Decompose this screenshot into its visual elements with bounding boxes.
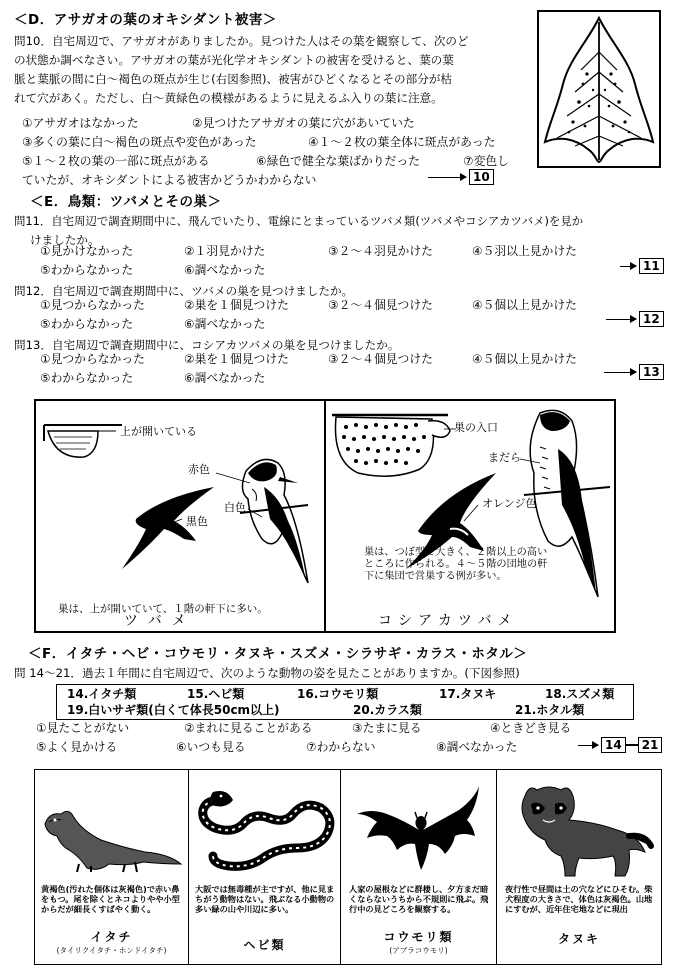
q14-21-option-2[interactable]: ②まれに見ることがある [184,721,313,735]
q13-text: 問13．自宅周辺で調査期間中に、コシアカツバメの巣を見つけましたか。 [14,338,400,352]
q10-option-5[interactable]: ⑤１～２枚の葉の一部に斑点がある [22,154,210,168]
q14-number: 14 [601,737,626,753]
q13-number: 13 [639,364,664,380]
arrow-icon [428,177,466,178]
tanuki-name: タヌキ [557,932,600,946]
q13-option-2[interactable]: ②巣を１個見つけた [184,352,289,366]
q13-option-3[interactable]: ③２～４個見つけた [328,352,433,366]
label-open-top: 上が開いている [120,425,197,438]
q14-21-answer-box[interactable] [578,737,662,753]
q13-option-5[interactable]: ⑤わからなかった [40,371,134,385]
q11-option-4[interactable]: ④５羽以上見かけた [472,244,577,258]
q10-option-3[interactable]: ③多くの葉に白～褐色の斑点や変色があった [22,135,257,149]
label-nest-entrance: 巣の入口 [454,421,498,434]
label-white: 白色 [224,501,246,514]
q11-option-6[interactable]: ⑥調べなかった [184,263,266,277]
species-list-box [56,684,634,720]
q14-21-option-5[interactable]: ⑤よく見かける [36,740,118,754]
q13-answer-box[interactable] [604,364,664,380]
arrow-icon [620,266,636,267]
section-e-heading: ＜E．鳥類：ツバメとその巣＞ [30,194,222,210]
section-d-heading: ＜D．アサガオの葉のオキシダント被害＞ [14,12,277,28]
q11-text-line: 問11．自宅周辺で調査期間中に、飛んでいたり、電線にとまっているツバメ類(ツバメやコシアカツバメ)を見か [14,214,584,228]
red-rumped-swallow-panel [328,401,614,631]
species-16: 16.コウモリ類 [297,687,379,701]
q14-21-option-7[interactable]: ⑦わからない [306,740,376,754]
q14-21-text: 問 14～21．過去１年間に自宅周辺で、次のような動物の姿を見たことがありますか。(下図参照) [14,666,520,680]
q11-answer-box[interactable] [620,258,664,274]
q14-21-option-6[interactable]: ⑥いつも見る [176,740,246,754]
species-17: 17.タヌキ [439,687,497,701]
q12-option-6[interactable]: ⑥調べなかった [184,317,266,331]
species-21: 21.ホタル類 [515,703,585,717]
bat-cell [341,770,497,964]
tanuki-cell [497,770,661,964]
q12-option-2[interactable]: ②巣を１個見つけた [184,298,289,312]
arrow-icon [604,372,636,373]
q11-option-1[interactable]: ①見かけなかった [40,244,134,258]
barn-swallow-name: ツバメ [124,613,196,629]
snake-name: ヘビ類 [243,938,286,952]
q11-option-2[interactable]: ②１羽見かけた [184,244,266,258]
q12-option-4[interactable]: ④５個以上見かけた [472,298,577,312]
q10-text-line: れて穴があく。ただし、白～黄緑色の模様があるように見えるふ入りの葉に注意。 [14,91,443,105]
bat-subname: (アブラコウモリ) [389,946,448,955]
label-orange: オレンジ色 [482,497,537,510]
species-20: 20.カラス類 [353,703,422,717]
arrow-icon [606,319,636,320]
q12-option-5[interactable]: ⑤わからなかった [40,317,134,331]
q10-number: 10 [469,169,494,185]
barn-swallow-caption: 巣は、上が開いていて、１階の軒下に多い。 [58,603,268,615]
q11-text-line: けましたか。 [30,233,100,247]
red-rumped-swallow-illustration [328,401,614,631]
weasel-cell [35,770,189,964]
q10-text-line: 問10．自宅周辺で、アサガオがありましたか。見つけた人はその葉を観察して、次のど [14,34,469,48]
section-f-heading: ＜F．イタチ・ヘビ・コウモリ・タヌキ・スズメ・シラサギ・カラス・ホタル＞ [28,646,528,662]
q14-21-option-3[interactable]: ③たまに見る [352,721,422,735]
q12-number: 12 [639,311,664,327]
q10-option-2[interactable]: ②見つけたアサガオの葉に穴があいていた [192,116,415,130]
q10-option-7-continued: ていたが、オキシダントによる被害かどうかわからない [22,173,317,187]
q10-text-line: の状態か調べなさい。アサガオの葉が光化学オキシダントの被害を受けると、葉の葉 [14,53,454,67]
q13-option-6[interactable]: ⑥調べなかった [184,371,266,385]
swallow-figure [34,399,616,633]
bat-name: コウモリ類 [383,930,454,944]
arrow-icon [578,745,598,746]
species-15: 15.ヘビ類 [187,687,245,701]
tanuki-icon [505,776,655,880]
weasel-subname: (タイリクイタチ・ホンドイタチ) [56,946,167,955]
bat-icon [347,780,493,880]
animals-figure [34,769,662,965]
q10-option-1[interactable]: ①アサガオはなかった [22,116,139,130]
q10-option-7[interactable]: ⑦変色し [463,154,509,168]
q10-option-6[interactable]: ⑥緑色で健全な葉ばかりだった [256,154,420,168]
q12-answer-box[interactable] [606,311,664,327]
q14-21-option-8[interactable]: ⑧調べなかった [436,740,518,754]
bat-description: 人家の屋根などに群棲し、夕方まだ暗くならないうちから不規則に飛ぶ。飛行中の見どころを観察する。 [349,884,489,914]
q14-21-option-1[interactable]: ①見たことがない [36,721,130,735]
species-18: 18.スズメ類 [545,687,615,701]
q12-text: 問12．自宅周辺で調査期間中に、ツバメの巣を見つけましたか。 [14,284,354,298]
q21-number: 21 [638,737,663,753]
q11-number: 11 [639,258,664,274]
species-19: 19.白いサギ類(白くて体長50cm以上) [67,703,280,717]
q11-option-5[interactable]: ⑤わからなかった [40,263,134,277]
barn-swallow-panel [36,401,326,631]
q13-option-1[interactable]: ①見つからなかった [40,352,145,366]
q10-text-line: 脈と葉脈の間に白～褐色の斑点が生じ(右図参照)、被害がひどくなるとその部分が枯 [14,72,453,86]
species-14: 14.イタチ類 [67,687,137,701]
snake-icon [193,778,337,876]
red-rumped-swallow-caption: 巣は、つぼ型で大きく、２階以上の高いところに作られる。４～５階の団地の軒下に集団で営巣する例が多い。 [364,547,548,583]
q13-option-4[interactable]: ④５個以上見かけた [472,352,577,366]
weasel-description: 黄褐色(汚れた個体は灰褐色)で赤い鼻をもつ。尾を除くとネコよりやや小型からだが細長くすばやく動く。 [41,884,180,914]
q12-option-1[interactable]: ①見つからなかった [40,298,145,312]
q10-answer-box[interactable] [428,169,494,185]
red-rumped-swallow-name: コシアカツバメ [378,613,518,629]
label-red: 赤色 [188,463,210,476]
q10-option-4[interactable]: ④１～２枚の葉全体に斑点があった [308,135,496,149]
q11-option-3[interactable]: ③２～４羽見かけた [328,244,433,258]
morning-glory-leaf-figure [537,10,661,168]
label-black: 黒色 [186,515,208,528]
q12-option-3[interactable]: ③２～４個見つけた [328,298,433,312]
snake-description: 大阪では無毒種が主ですが、他に見まちがう動物はない。飛ぶなる小動物の多い緑の山や川辺に多い。 [195,884,335,914]
snake-cell [189,770,341,964]
leaf-icon [539,12,659,166]
weasel-name: イタチ [90,930,133,944]
weasel-icon [39,790,185,874]
label-spotted: まだら [488,451,521,464]
q14-21-option-4[interactable]: ④ときどき見る [490,721,572,735]
tanuki-description: 夜行性で昼間は土の穴などにひそむ。柴犬程度の大きさで、体色は灰褐色。山地にすむが、近年住宅地などに現出 [505,884,653,914]
range-dash [626,744,638,746]
